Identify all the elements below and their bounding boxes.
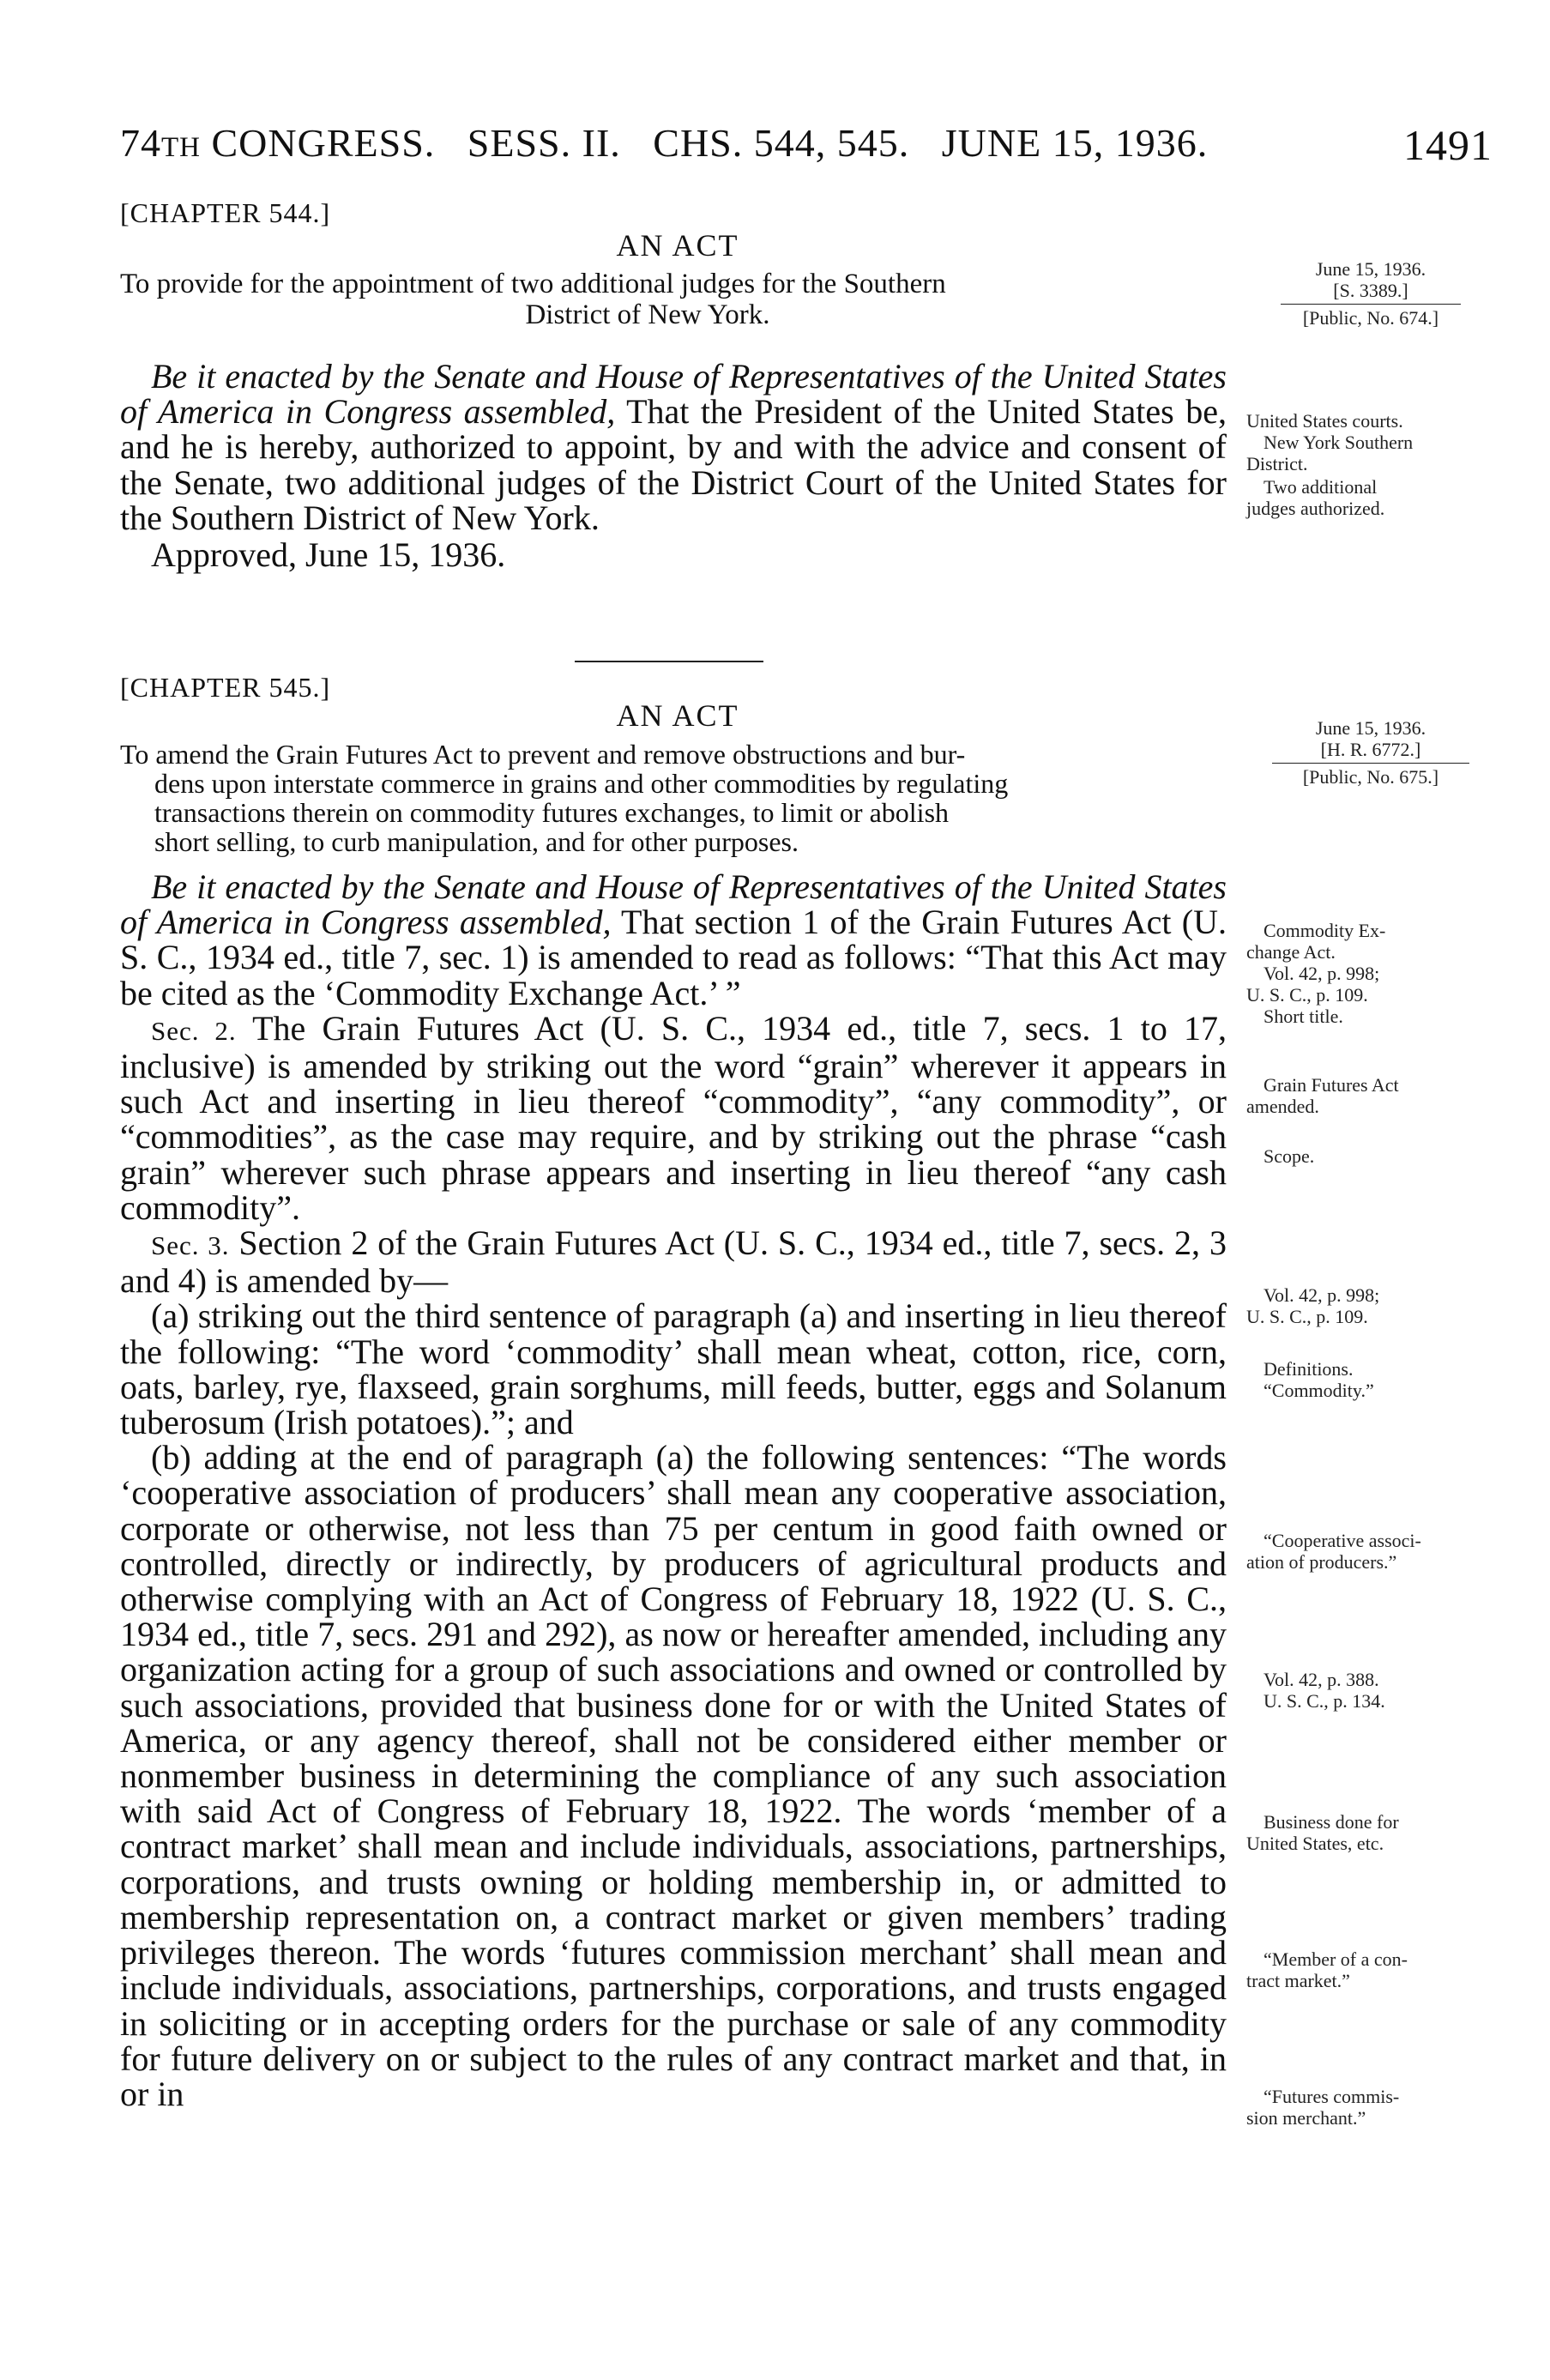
section-1-text: That section 1 of the Grain Futures Act (U. S. C., 1934 ed., title 7, sec. 1) is amended to read as follows: “That this Act may be cited as the ‘Commodity Exchange Act.’ ” [120, 903, 1227, 1012]
side-public-number: [Public, No. 674.] [1302, 307, 1439, 329]
margin-note-line: U. S. C., p. 109. [1246, 984, 1368, 1006]
margin-note-judges: Two additional [1264, 476, 1378, 498]
section-3-paragraph [120, 1223, 1227, 1301]
margin-note-judges-cont: judges authorized. [1246, 498, 1385, 519]
margin-note-line: sion merchant.” [1246, 2107, 1366, 2129]
margin-note-definitions [1264, 1358, 1495, 1401]
paragraph-a: (a) striking out the third sentence of paragraph (a) and inserting in lieu thereof the following: “The word ‘commodity’ shall mean wheat, cotton, rice, corn, oats, barley, rye, flaxseed, grain sorghums, mill feeds, butter, eggs and Solanum tuberosum (Irish potatoes).”; and [120, 1296, 1227, 1442]
chapter-544-margin-notes [1246, 410, 1495, 519]
chapter-545-title [120, 740, 1235, 856]
chapter-545-label: [CHAPTER 545.] [120, 672, 331, 703]
chapter-544-act-label: AN ACT [616, 228, 739, 263]
section-2-label: Sec. 2. [151, 1015, 237, 1046]
margin-note-commodity-exchange-act [1246, 920, 1495, 1027]
margin-note-futures-commission-merchant [1246, 2086, 1495, 2129]
margin-note-line: “Commodity.” [1264, 1380, 1374, 1401]
chapter-544-side-info [1281, 258, 1461, 329]
congress-suffix: TH [161, 132, 201, 163]
margin-note-line: U. S. C., p. 134. [1264, 1690, 1385, 1712]
margin-note-line: Vol. 42, p. 998; [1264, 1284, 1380, 1306]
margin-note-vol42 [1246, 1284, 1495, 1327]
section-2-paragraph [120, 1008, 1227, 1227]
side-date: June 15, 1936. [1315, 717, 1426, 739]
header-session-info: CONGRESS. SESS. II. CHS. 544, 545. JUNE 15, 1936. [201, 121, 1209, 165]
chapter-545-title-line: short selling, to curb manipulation, and for other purposes. [154, 826, 799, 857]
side-public-number: [Public, No. 675.] [1302, 766, 1439, 788]
margin-note-line: “Member of a con- [1264, 1948, 1408, 1970]
margin-note-scope: Scope. [1264, 1145, 1315, 1167]
margin-note-line: ation of producers.” [1246, 1551, 1397, 1573]
approval-line: Approved, June 15, 1936. [151, 535, 506, 575]
side-bill-number: [S. 3389.] [1281, 280, 1461, 305]
margin-note-line: Vol. 42, p. 998; [1264, 963, 1380, 984]
margin-note-business-done [1246, 1811, 1495, 1854]
chapter-545-title-line: To amend the Grain Futures Act to prevent and remove obstructions and bur- [120, 739, 966, 770]
chapter-545-act-label: AN ACT [616, 698, 739, 733]
margin-note-line: United States, etc. [1246, 1833, 1384, 1854]
margin-note-district: New York Southern [1264, 432, 1414, 453]
chapter-544-title-line: To provide for the appointment of two additional judges for the Southern [120, 269, 946, 299]
margin-note-line: Definitions. [1264, 1358, 1354, 1380]
side-date: June 15, 1936. [1315, 258, 1426, 280]
margin-note-line: Business done for [1264, 1811, 1399, 1833]
side-bill-number: [H. R. 6772.] [1272, 739, 1469, 764]
enactment-text: That the President of the United States be, and he is hereby, authorized to appoint, by and with the advice and consent of the Senate, two additional judges of the District Court of the United States for the Southern District of New York. [120, 392, 1227, 537]
margin-note-grain-futures-act [1246, 1074, 1495, 1117]
chapter-544-title-line: District of New York. [525, 299, 770, 330]
margin-note-district-cont: District. [1246, 453, 1308, 474]
margin-note-vol42-p388 [1264, 1669, 1495, 1712]
margin-note-cooperative [1246, 1530, 1495, 1573]
paragraph-b: (b) adding at the end of paragraph (a) the following sentences: “The words ‘cooperative association of producers’ shall mean any cooperative association, corporate or otherwise, not less than 75 per centum in good faith owned or controlled, directly or indirectly, by producers of agricultural products and otherwise complying with an Act of Congress of February 18, 1922 (U. S. C., 1934 ed., title 7, secs. 291 and 292), as now or hereafter amended, including any organization acting for a group of such associations and owned or controlled by such associations, provided that business done for or with the United States of America, or any agency thereof, shall not be considered either member or nonmember business in determining the compliance of any such association with said Act of Congress of February 18, 1922. The words ‘member of a contract market’ shall mean and include individuals, associations, partnerships, corporations, and trusts owning or holding membership in, or admitted to membership representation on, a contract market or given members’ trading privileges thereon. The words ‘futures commission merchant’ shall mean and include individuals, associations, partnerships, corporations, and trusts engaged in soliciting or in accepting orders for the purchase or sale of any commodity for future delivery on or subject to the rules of any contract market and that, in or in [120, 1438, 1227, 2113]
chapter-545-side-info [1272, 717, 1469, 788]
chapter-divider [575, 661, 763, 662]
page-number: 1491 [1403, 121, 1493, 169]
margin-note-member-contract-market [1246, 1948, 1495, 1991]
section-3-text: Section 2 of the Grain Futures Act (U. S. C., 1934 ed., title 7, secs. 2, 3 and 4) is amended by— [120, 1223, 1227, 1301]
enacting-clause: Be it enacted by the Senate and House of Representatives of the United States of America in Congress assembled, [120, 867, 1227, 942]
chapter-544-body [120, 357, 1227, 575]
chapter-544-label: [CHAPTER 544.] [120, 197, 331, 228]
chapter-545-title-line: transactions therein on commodity futures exchanges, to limit or abolish [154, 797, 950, 828]
section-1-paragraph [120, 869, 1227, 1011]
congress-number: 74 [120, 121, 161, 165]
margin-note-line: tract market.” [1246, 1970, 1350, 1991]
margin-note-courts: United States courts. [1246, 410, 1403, 432]
margin-note-line: Grain Futures Act [1264, 1074, 1399, 1096]
margin-note-line: Vol. 42, p. 388. [1264, 1669, 1379, 1690]
margin-note-line: amended. [1246, 1096, 1319, 1117]
chapter-544-title [120, 269, 1235, 330]
margin-note-line: Short title. [1264, 1006, 1343, 1027]
margin-note-line: U. S. C., p. 109. [1246, 1306, 1368, 1327]
chapter-545-body [120, 869, 1227, 2111]
margin-note-line: Commodity Ex- [1264, 920, 1386, 941]
section-3-label: Sec. 3. [151, 1230, 230, 1261]
margin-note-line: “Cooperative associ- [1264, 1530, 1421, 1551]
margin-note-line: change Act. [1246, 941, 1336, 963]
enacting-clause: Be it enacted by the Senate and House of Representatives of the United States of America in Congress assembled, [120, 357, 1227, 432]
chapter-545-title-line: dens upon interstate commerce in grains and other commodities by regulating [154, 768, 1009, 799]
section-2-text: The Grain Futures Act (U. S. C., 1934 ed., title 7, secs. 1 to 17, inclusive) is amended by striking out the word “grain” wherever it appears in such Act and inserting in lieu thereof “commodity”, “any commodity”, or “commodities”, as the case may require, and by striking out the phrase “cash grain” wherever such phrase appears and inserting in lieu thereof “any cash commodity”. [120, 1008, 1227, 1227]
header-text [120, 120, 1208, 166]
margin-note-line: “Futures commis- [1264, 2086, 1400, 2107]
chapter-544-enactment-paragraph [120, 359, 1227, 535]
